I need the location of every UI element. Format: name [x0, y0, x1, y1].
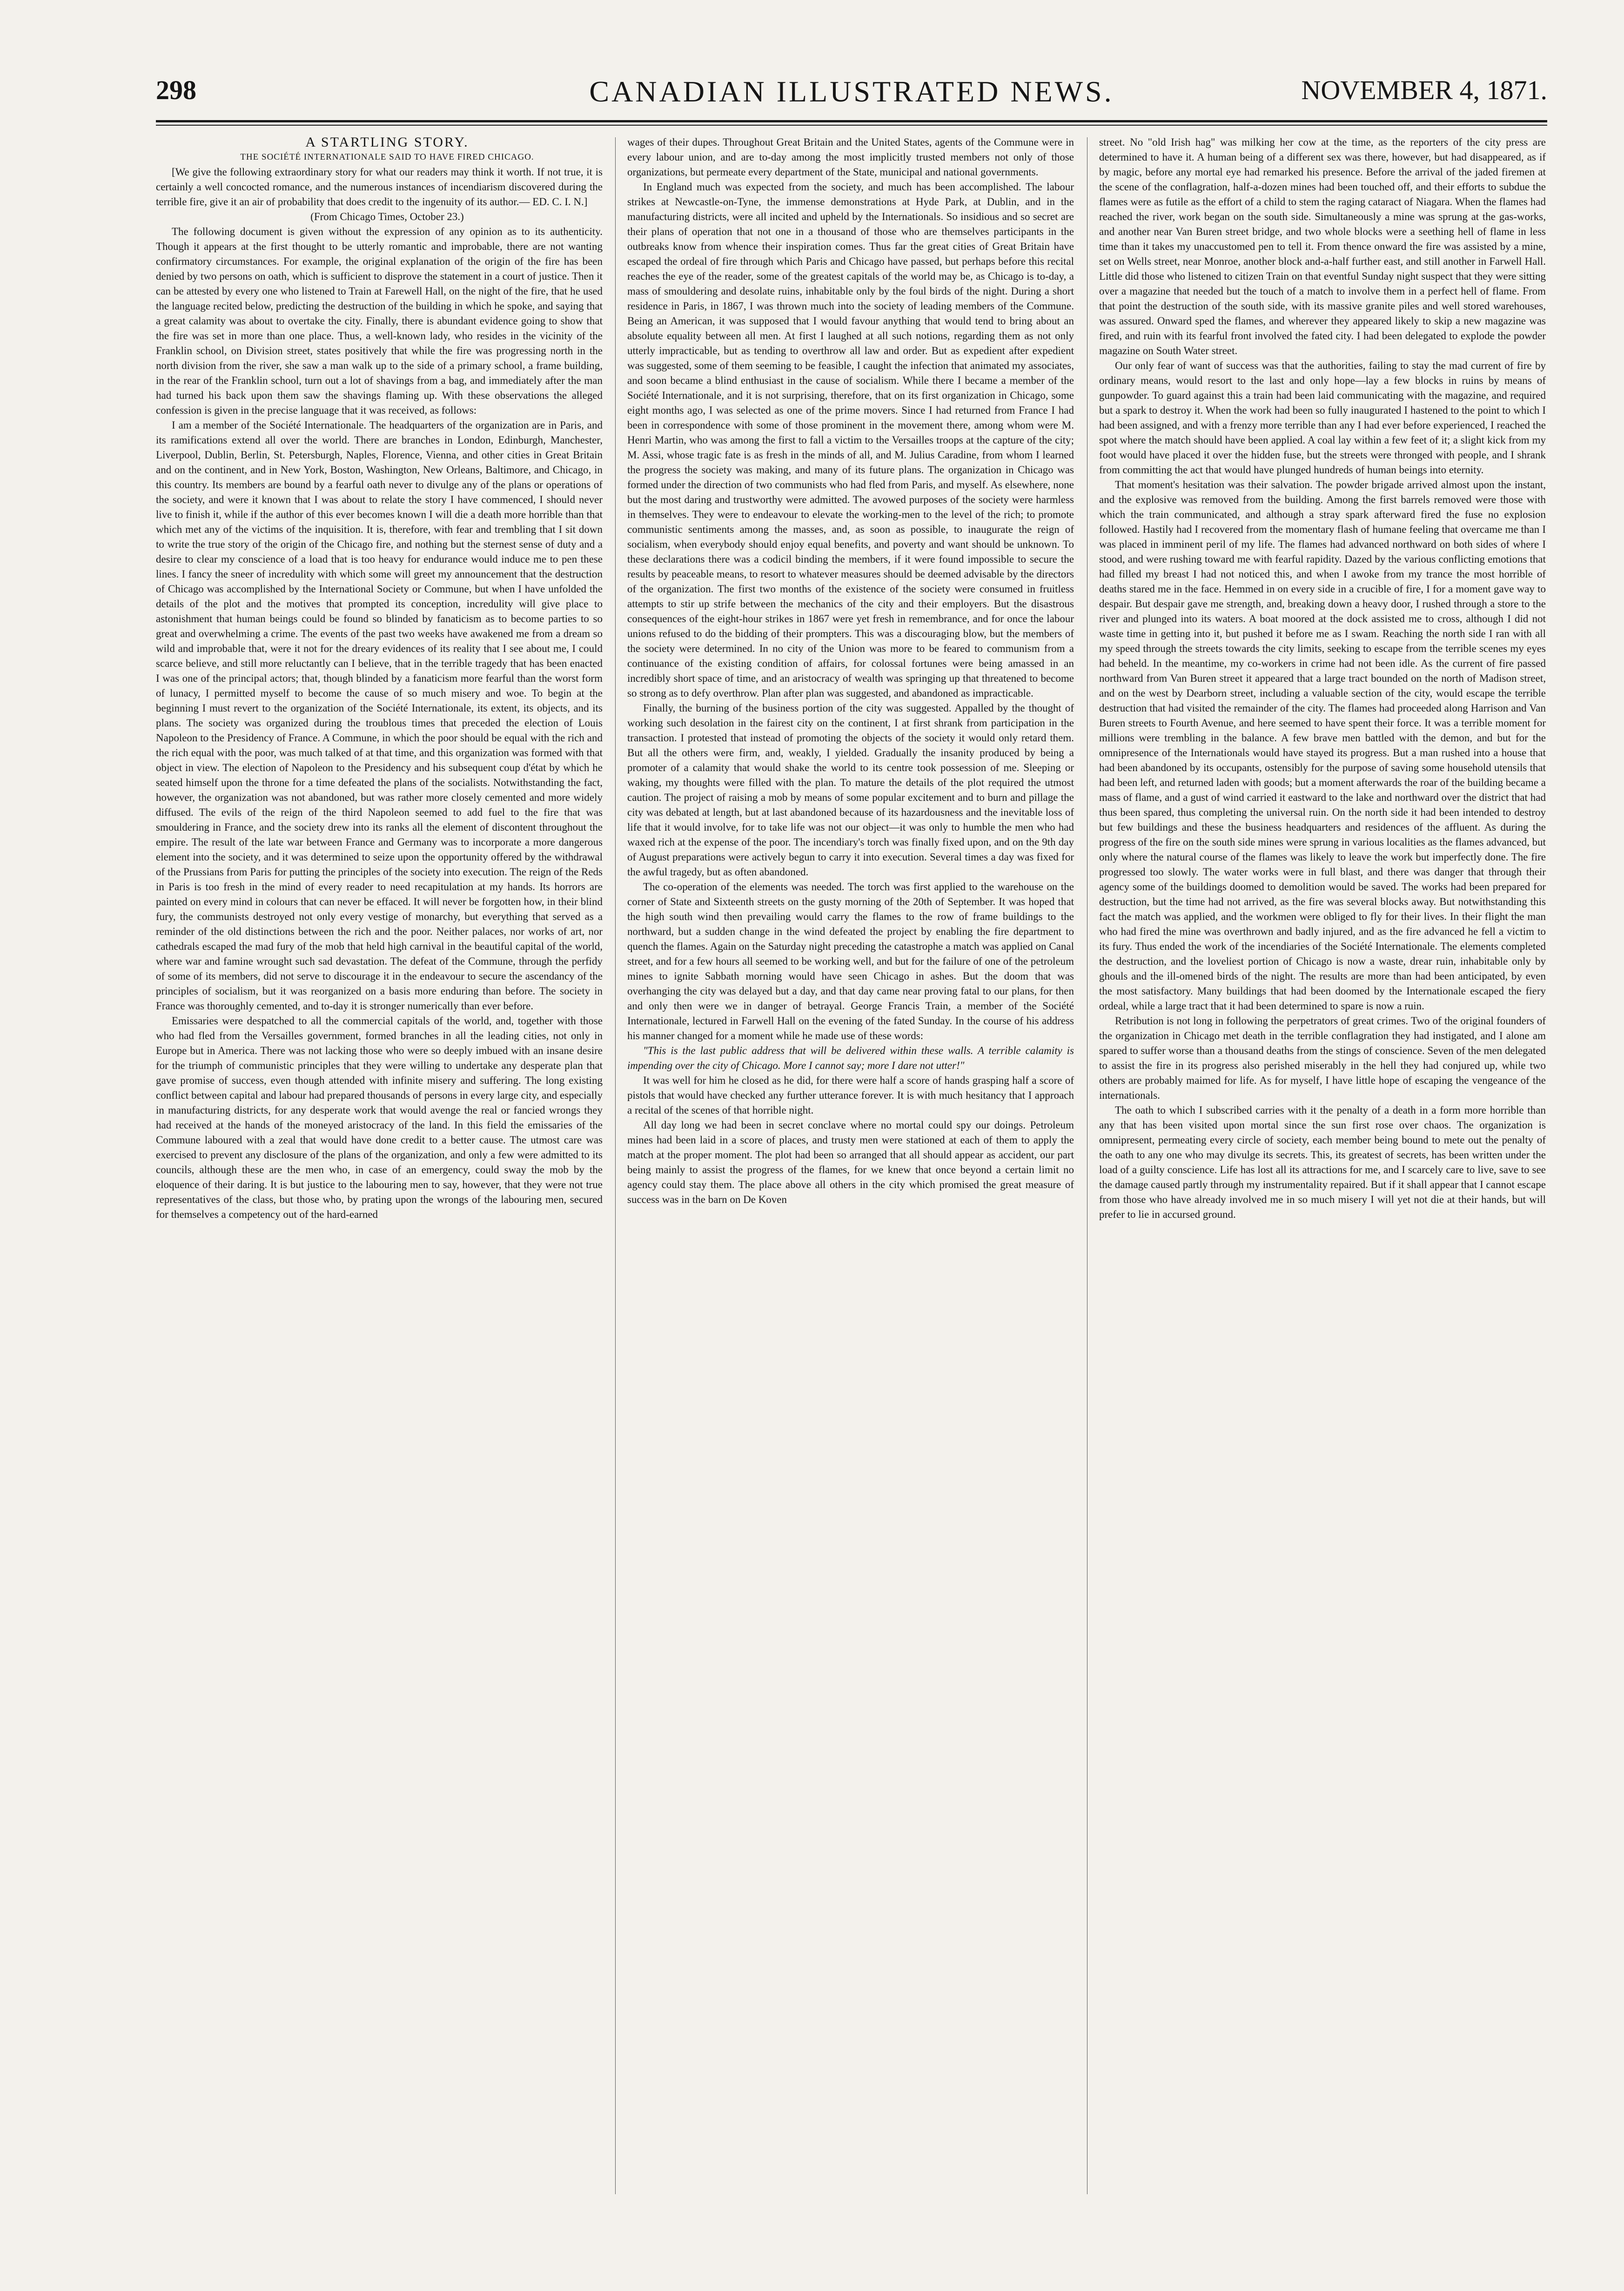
header-rule-thin	[156, 125, 1547, 126]
column-1	[156, 135, 603, 2210]
paragraph: wages of their dupes. Throughout Great Britain and the United States, agents of the Commune were in every labour union, and are to-day among the most implicitly trusted members not only of those organizations, but permeate every department of the State, municipal and national governments.	[627, 136, 1074, 178]
article-title: A STARTLING STORY.	[305, 135, 469, 150]
paragraph: Retribution is not long in following the perpetrators of great crimes. Two of the original founders of the organization in Chicago met death in the terrible conflagration they had instigated, and I alone am spared to suffer worse than a thousand deaths from the stings of conscience. Seven of the men delegated to assist the fire in its progress also perished miserably in the hell they had conjured up, while two others are probably maimed for life. As for myself, I have little hope of escaping the vengeance of the internationals.	[1099, 1015, 1546, 1101]
paragraph: The oath to which I subscribed carries with it the penalty of a death in a form more horrible than any that has been visited upon mortal since the sun first rose over chaos. The organization is omnipresent, permeating every circle of society, each member being bound to mete out the penalty of the oath to any one who may divulge its secrets. This, its greatest of secrets, has been written under the load of a guilty conscience. Life has lost all its attractions for me, and I scarcely care to live, save to see the damage caused partly through my instrumentality repaired. But if it shall appear that I cannot escape from those who have already involved me in so much misery I will yet not die at their hands, but will prefer to lie in accursed ground.	[1099, 1104, 1546, 1220]
page-number: 298	[156, 75, 196, 105]
column-3	[1099, 135, 1546, 2210]
paragraph: All day long we had been in secret conclave where no mortal could spy our doings. Petroleum mines had been laid in a score of places, and trusty men were stationed at each of them to apply the match at the proper moment. The plot had been so arranged that all should appear as accident, our part being mainly to assist the progress of the flames, for we knew that once beyond a certain limit no agency could stay them. The place above all others in the city which promised the great measure of success was in the barn on De Koven	[627, 1119, 1074, 1205]
column-divider	[615, 137, 616, 2194]
quoted-speech: "This is the last public address that will be delivered within these walls. A terrible calamity is impending over the city of Chicago. More I cannot say; more I dare not utter!"	[627, 1045, 1074, 1071]
editor-note: [We give the following extraordinary story for what our readers may think it worth. If not true, it is certainly a well concocted romance, and the numerous instances of incendiarism discovered during the terrible fire, give it an air of probability that does credit to the ingenuity of its author.— ED. C. I. N.]	[156, 166, 603, 208]
paragraph: In England much was expected from the society, and much has been accomplished. The labour strikes at Newcastle-on-Tyne, the immense demonstrations at Hyde Park, at Dublin, and in the manufacturing districts, were all incited and upheld by the Internationals. So insidious and so secret are their plans of operation that not one in a thousand of those who are themselves participants in the outbreaks know from whence their inspiration comes. Thus far the great cities of Great Britain have escaped the ordeal of fire through which Paris and Chicago have passed, but perhaps before this recital reaches the eye of the reader, some of the greatest capitals of the world may be, as Chicago is to-day, a mass of smouldering and desolate ruins, inhabitable only by the foul birds of the night. During a short residence in Paris, in 1867, I was thrown much into the society of leading members of the Commune. Being an American, it was supposed that I would favour anything that would tend to bring about an absolute equality between all men. At first I laughed at all such notions, regarding them as not only utterly impracticable, but as tending to overthrow all law and order. But as expedient after expedient was suggested, some of them seeming to be feasible, I caught the infection that animated my associates, and soon became a blind enthusiast in the cause of socialism. While there I became a member of the Société Internationale, and it is not surprising, therefore, that on its first organization in Chicago, some eight months ago, I was selected as one of the prime movers. Since I had returned from France I had been in correspondence with some of those prominent in the movement there, among whom were M. Henri Martin, who was among the first to fall a victim to the Versailles troops at the capture of the city; M. Assi, whose tragic fate is as fresh in the minds of all, and M. Julius Caradine, from whom I learned the progress the society was making, and many of its future plans. The organization in Chicago was formed under the direction of two communists who had fled from Paris, and myself. As elsewhere, none but the most daring and trustworthy were admitted. The avowed purposes of the society were harmless in themselves. They were to endeavour to elevate the working-men to the level of the rich; to promote communistic sentiments among the masses, and, as soon as possible, to inaugurate the reign of socialism, when everybody should enjoy equal benefits, and poverty and want should be unknown. To these declarations there was a codicil binding the members, if it were found impossible to secure the results by peaceable means, to resort to whatever measures should be deemed advisable by the directors of the organization. The first two months of the existence of the society were consumed in fruitless attempts to stir up strife between the mechanics of the city and their employers. But the disastrous consequences of the eight-hour strikes in 1867 were yet fresh in remembrance, and for once the labour unions refused to do the bidding of their prompters. This was a discouraging blow, but the members of the society were determined. In no city of the Union was more to be feared to communism from a continuance of the existing condition of affairs, for colossal fortunes were being amassed in an incredibly short space of time, and an aristocracy of wealth was springing up that threatened to become so strong as to defy overthrow. Plan after plan was suggested, and abandoned as impracticable.	[627, 181, 1074, 699]
paragraph: I am a member of the Société Internationale. The headquarters of the organization are in Paris, and its ramifications extend all over the world. There are branches in London, Edinburgh, Manchester, Liverpool, Dublin, Berlin, St. Petersburgh, Naples, Florence, Vienna, and other cities in Great Britain and on the continent, and in New York, Boston, Washington, New Orleans, Baltimore, and Chicago, in this country. Its members are bound by a fearful oath never to divulge any of the plans or operations of the society, and were it known that I was about to relate the story I have commenced, I should never live to finish it, while if the author of this ever becomes known I will die a death more horrible than that which met any of the victims of the inquisition. It is, therefore, with fear and trembling that I sit down to write the true story of the origin of the Chicago fire, and nothing but the sternest sense of duty and a desire to clear my conscience of a load that is too heavy for endurance would induce me to pen these lines. I fancy the sneer of incredulity with which some will greet my announcement that the destruction of Chicago was accomplished by the International Society or Commune, but when I have unfolded the details of the plot and the motives that prompted its conception, incredulity will give place to astonishment that human beings could be found so blinded by fanaticism as to become parties to so great and overwhelming a crime. The events of the past two weeks have awakened me from a dream so wild and improbable that, were it not for the dreary evidences of its reality that I see about me, I could scarce believe, and still more reluctantly can I believe, that in the terrible tragedy that has been enacted I was one of the principal actors; that, though blinded by a fanaticism more fearful than the worst form of lunacy, I permitted myself to become the cause of so much misery and woe. To begin at the beginning I must revert to the organization of the Société Internationale, its extent, its objects, and its plans. The society was organized during the troublous times that preceded the election of Louis Napoleon to the Presidency of France. A Commune, in which the poor should be equal with the rich and the rich equal with the poor, was much talked of at that time, and this organization was formed with that object in view. The election of Napoleon to the Presidency and his subsequent coup d'état by which he seated himself upon the throne for a time defeated the plans of the socialists. Notwithstanding the fact, however, the organization was not abandoned, but was rather more closely cemented and more widely diffused. The evils of the reign of the third Napoleon seemed to add fuel to the fire that was smouldering in France, and the society drew into its ranks all the element of discontent throughout the empire. The result of the late war between France and Germany was to incorporate a more dangerous element into the society, and it was determined to seize upon the opportunity offered by the withdrawal of the Prussians from Paris for putting the principles of the society into execution. The reign of the Reds in Paris is too fresh in the mind of every reader to need recapitulation at my hands. Its horrors are painted on every mind in colours that can never be effaced. It will never be forgotten how, in their blind fury, the communists destroyed not only every vestige of monarchy, but everything that served as a reminder of the old distinctions between the rich and the poor. Neither palaces, nor works of art, nor cathedrals escaped the mad fury of the mob that held high carnival in the beautiful capital of the world, where war and famine wrought such sad devastation. The defeat of the Commune, through the perfidy of some of its members, did not serve to discourage it in the endeavour to secure the ascendancy of the principles of socialism, but it was reorganized on a basis more enduring than before. The society in France was thoroughly cemented, and to-day it is stronger numerically than ever before.	[156, 419, 603, 1012]
paragraph: The co-operation of the elements was needed. The torch was first applied to the warehouse on the corner of State and Sixteenth streets on the gusty morning of the 20th of September. It was hoped that the high south wind then prevailing would carry the flames to the row of frame buildings to the northward, but a sudden change in the wind defeated the project by enabling the fire department to quench the flames. Again on the Saturday night preceding the catastrophe a match was applied on Canal street, and for a few hours all seemed to be working well, and but for the failure of one of the petroleum mines to ignite Sabbath morning would have seen Chicago in ashes. But the doom that was overhanging the city was delayed but a day, and that day came near proving fatal to our plans, for then and only then were we in danger of betrayal. George Francis Train, a member of the Société Internationale, lectured in Farwell Hall on the evening of the fated Sunday. In the course of his address his manner changed for a moment while he made use of these words:	[627, 881, 1074, 1041]
paragraph: It was well for him he closed as he did, for there were half a score of hands grasping half a score of pistols that would have checked any further utterance forever. It is with much hesitancy that I approach a recital of the scenes of that horrible night.	[627, 1075, 1074, 1116]
paragraph: That moment's hesitation was their salvation. The powder brigade arrived almost upon the instant, and the explosive was removed from the building. Among the first barrels removed were those with which the train communicated, and although a stray spark afterward fired the fuse no explosion followed. Hastily had I recovered from the momentary flash of humane feeling that overcame me than I was placed in imminent peril of my life. The flames had advanced northward on both sides of where I stood, and were rushing toward me with fearful rapidity. Dazed by the various conflicting emotions that had filled my breast I had not noticed this, and when I awoke from my trance the most horrible of deaths stared me in the face. Hemmed in on every side in a crucible of fire, I for a moment gave way to despair. But despair gave me strength, and, breaking down a heavy door, I rushed through a store to the river and plunged into its waters. A boat moored at the dock assisted me to cross, although I did not waste time in getting into it, but pushed it before me as I swam. Reaching the north side I ran with all my speed through the streets towards the city limits, seeking to escape from the terrible scenes my eyes had beheld. In the meantime, my co-workers in crime had not been idle. As the current of fire passed northward from Van Buren street it appeared that a large tract bounded on the north of Madison street, and on the west by Dearborn street, including a valuable section of the city, would escape the terrible destruction that had visited the remainder of the city. The flames had proceeded along Harrison and Van Buren streets to Fourth Avenue, and here seemed to have spent their force. It was a terrible moment for millions were trembling in the balance. A few brave men battled with the demon, and but for the omnipresence of the Internationals would have stayed its progress. But a man rushed into a house that had been abandoned by its occupants, ostensibly for the purpose of saving some household utensils that had been left, and returned laden with goods; but a moment afterwards the roar of the building became a mass of flame, and a gust of wind carried it eastward to the lake and northward over the district that had thus been spared, thus completing the universal ruin. On the north side it had been intended to destroy but few buildings and these the business headquarters and residences of the affluent. As during the progress of the fire on the south side mines were sprung in various localities as the flames advanced, but only where the natural course of the flames was likely to leave the work but imperfectly done. The fire progressed too slowly. The water works were in full blast, and there was danger that through their agency some of the buildings doomed to demolition would be saved. The works had been prepared for destruction, but the time had not arrived, as the fire was several blocks away. But notwithstanding this fact the match was applied, and the workmen were obliged to fly for their lives. In their flight the man who had fired the mine was overthrown and badly injured, and as the fire advanced he fell a victim to its fury. Thus ended the work of the incendiaries of the Société Internationale. The elements completed the destruction, and the loveliest portion of Chicago is now a waste, drear ruin, inhabitable only by ghouls and the ill-omened birds of the night. The results are more than had been anticipated, by even the most satisfactory. Many buildings that had been doomed by the Internationale escaped the fiery ordeal, while a large tract that it had been determined to spare is now a ruin.	[1099, 479, 1546, 1012]
header-rule	[156, 120, 1547, 122]
issue-date: NOVEMBER 4, 1871.	[1301, 75, 1547, 105]
paragraph: Our only fear of want of success was that the authorities, failing to stay the mad current of fire by ordinary means, would resort to the last and only hope—lay a few blocks in ruins by means of gunpowder. To guard against this a train had been laid communicating with the magazine, and required but a spark to destroy it. When the work had been so fully inaugurated I hastened to the point to which I had been assigned, and with a frenzy more terrible than any I had ever before experienced, I reached the spot where the match should have been applied. A coal lay within a few feet of it; a slight kick from my foot would have placed it over the hidden fuse, but the streets were thronged with people, and I shrank from committing the act that would have plunged hundreds of human beings into eternity.	[1099, 360, 1546, 476]
page-header	[156, 74, 1547, 116]
article-subtitle: THE SOCIÉTÉ INTERNATIONALE SAID TO HAVE FIRED CHICAGO.	[240, 152, 534, 162]
column-2	[627, 135, 1074, 2210]
paragraph: Emissaries were despatched to all the commercial capitals of the world, and, together with those who had fled from the Versailles government, formed branches in all the leading cities, not only in Europe but in America. There was not lacking those who were so deeply imbued with an insane desire for the triumph of communistic principles that they were willing to undertake any desperate plan that gave promise of success, even though attended with infinite misery and suffering. The long existing conflict between capital and labour had prepared thousands of persons in every large city, and especially in manufacturing districts, for any desperate work that would avenge the real or fancied wrongs they had received at the hands of the moneyed aristocracy of the land. In this field the emissaries of the Commune laboured with a zeal that would have done credit to a better cause. The utmost care was exercised to prevent any disclosure of the plans of the organization, and only a few were admitted to its councils, although these are the men who, in case of an emergency, could sway the mob by the eloquence of their daring. It is but justice to the labouring men to say, however, that they were not true representatives of the class, but those who, by prating upon the wrongs of the labouring men, secured for themselves a competency out of the hard-earned	[156, 1015, 603, 1220]
paragraph: The following document is given without the expression of any opinion as to its authenticity. Though it appears at the first thought to be utterly romantic and improbable, there are not wanting confirmatory circumstances. For example, the original explanation of the origin of the fire has been denied by two persons on oath, which is sufficient to disprove the statement in a court of justice. Then it can be attested by every one who listened to Train at Farewell Hall, on the night of the fire, that he used the language recited below, predicting the destruction of the building in which he spoke, and saying that a great calamity was about to overtake the city. Finally, there is abundant evidence going to show that the fire was set in more than one place. Thus, a well-known lady, who resides in the vicinity of the Franklin school, on Division street, states positively that while the fire was progressing north in the north division from the river, she saw a man walk up to the side of a primary school, a frame building, in the rear of the Franklin school, turn out a lot of shavings from a bag, and immediately after the man had turned his back upon them saw the shavings flaming up. With these observations the alleged confession is given in the precise language that it was received, as follows:	[156, 226, 603, 416]
paragraph: street. No "old Irish hag" was milking her cow at the time, as the reporters of the city press are determined to have it. A human being of a different sex was there, however, but had disappeared, as if by magic, before any mortal eye had remarked his presence. Before the arrival of the jaded firemen at the scene of the conflagration, half-a-dozen mines had been touched off, and their efforts to subdue the flames were as futile as the effort of a child to stem the raging cataract of Niagara. When the flames had reached the river, work began on the south side. Simultaneously a mine was sprung at the gas-works, and another near Van Buren street bridge, and two whole blocks were a seething hell of flame in less time than it takes my unaccustomed pen to tell it. From thence onward the fire was assisted by a mine, set on Wells street, near Monroe, another block and-a-half further east, and still another in Farwell Hall. Little did those who listened to citizen Train on that eventful Sunday night suspect that they were sitting over a magazine that needed but the touch of a match to involve them in a perfect hell of flame. From that point the destruction of the south side, with its massive granite piles and well stored warehouses, was assured. Onward sped the flames, and wherever they appeared likely to skip a new magazine was fired, and ruin with its fearful front involved the fated city. I had been delegated to explode the powder magazine on South Water street.	[1099, 136, 1546, 356]
newspaper-title: CANADIAN ILLUSTRATED NEWS.	[589, 75, 1114, 108]
paragraph: Finally, the burning of the business portion of the city was suggested. Appalled by the thought of working such desolation in the fairest city on the continent, I at first shrank from participation in the transaction. I protested that instead of promoting the objects of the society it would only retard them. But all the others were firm, and, weakly, I yielded. Gradually the insanity produced by being a promoter of a calamity that would shake the world to its centre took possession of me. Sleeping or waking, my thoughts were filled with the plan. To mature the details of the plot required the utmost caution. The project of raising a mob by means of some popular excitement and to burn and pillage the city was debated at length, but at last abandoned because of its hazardousness and the inevitable loss of life that it would involve, for to take life was not our object—it was only to humble the men who had waxed rich at the expense of the poor. The incendiary's torch was finally fixed upon, and on the 9th day of August preparations were actively begun to carry it into execution. Several times a day was fixed for the awful tragedy, but as often abandoned.	[627, 702, 1074, 878]
source-line: (From Chicago Times, October 23.)	[310, 211, 464, 222]
